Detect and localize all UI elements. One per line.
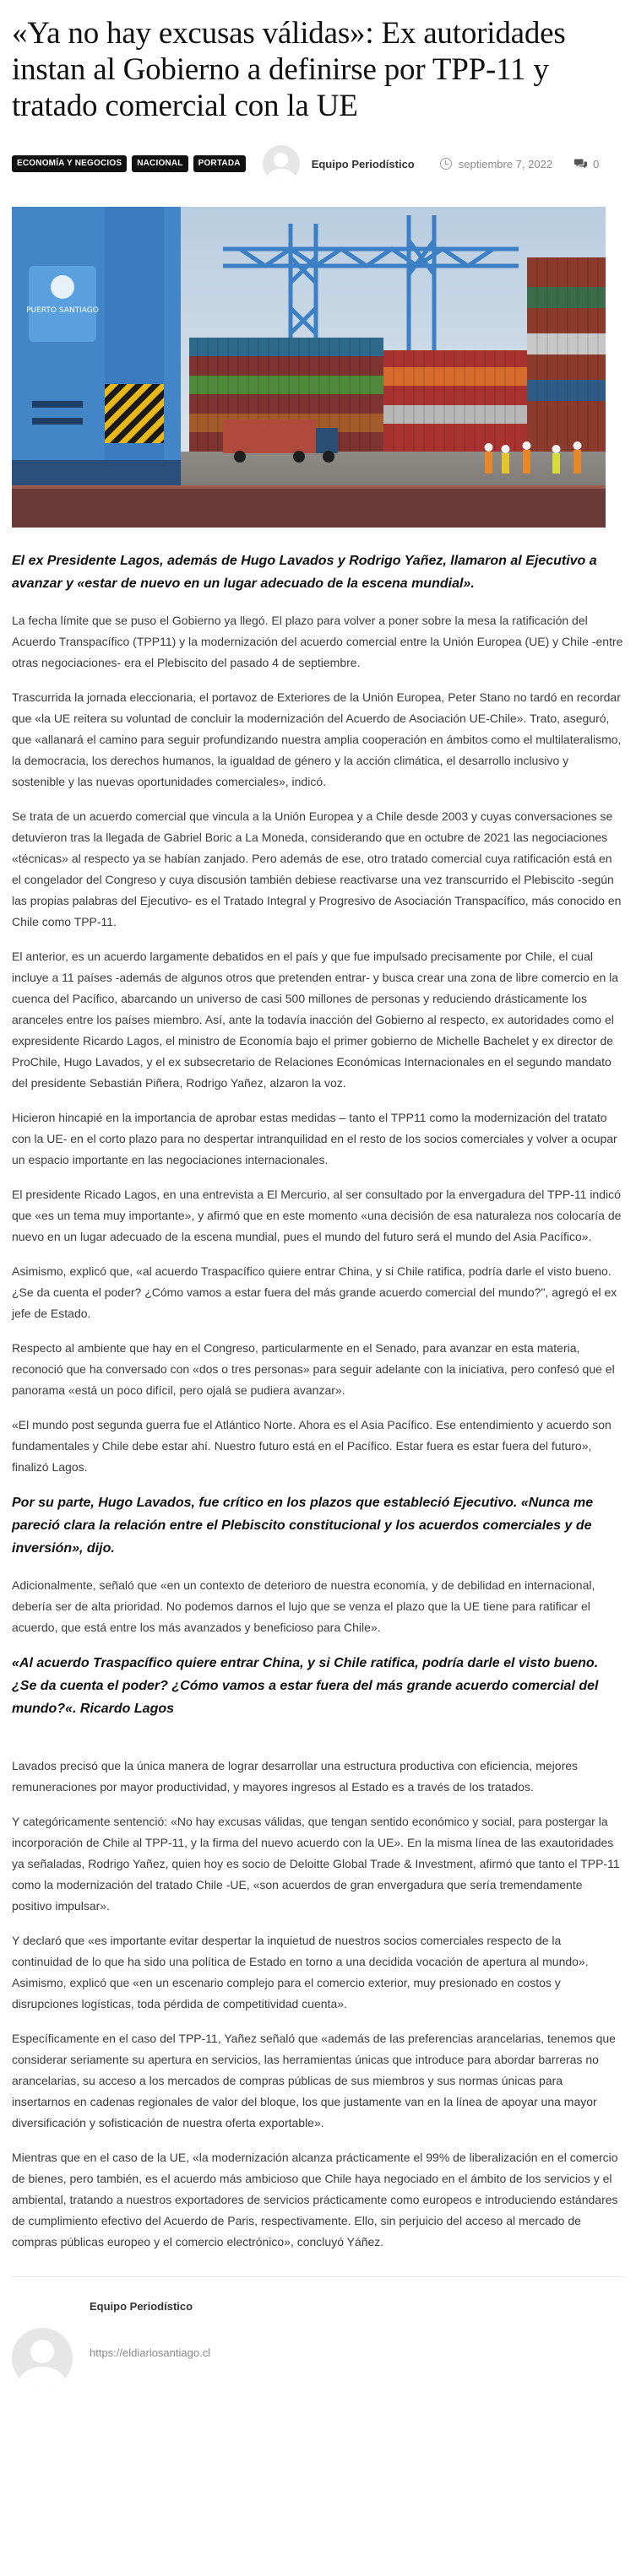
comments-icon[interactable] bbox=[574, 158, 588, 170]
body-paragraph: Trascurrida la jornada eleccionaria, el portavoz de Exteriores de la Unión Europea, Peter Stano no tardó en recordar que «la UE reitera su voluntad de concluir la modernización del Acuerdo de Asociación UE-Chile». Trato, aseguró, que «allanará el camino para seguir profundizando nuestra amplia cooperación en ámbitos como el multilateralismo, la democracia, los derechos humanos, la igualdad de género y la acción climática, el desarrollo inclusivo y sostenible y las nuevas oportunidades comerciales», indicó. bbox=[12, 690, 622, 788]
body-paragraph: Respecto al ambiente que hay en el Congreso, particularmente en el Senado, para avanzar en esta materia, reconoció que ha conversado con «dos o tres personas» para seguir adelante con la iniciativa, pero confesó que el panorama «está un poco difícil, pero ojalá se pudiera avanzar». bbox=[12, 1341, 615, 1397]
article-meta bbox=[12, 144, 624, 183]
crane-brand-text: PUERTO SANTIAGO bbox=[26, 306, 99, 315]
body-paragraph: Asimismo, explicó que, «al acuerdo Traspacífico quiere entrar China, y si Chile ratifica, podría darle el visto bueno. ¿Se da cuenta el poder? ¿Cómo vamos a estar fuera del más grande acuerdo comercial del mundo?", agregó el ex jefe de Estado. bbox=[12, 1264, 617, 1320]
body-paragraph: Hicieron hincapié en la importancia de aprobar estas medidas – tanto el TPP11 como la modernización del tratato con la UE- en el corto plazo para no despertar intranquilidad en el resto de los socios comerciales y volver a ocupar un espacio importante en las negociaciones internacionales. bbox=[12, 1111, 617, 1166]
author-box-url[interactable]: https://eldiariosantiago.cl bbox=[90, 2346, 211, 2359]
category-nacional[interactable]: NACIONAL bbox=[132, 155, 188, 172]
author-avatar[interactable] bbox=[263, 145, 300, 182]
pull-quote: «Al acuerdo Traspacífico quiere entrar China, y si Chile ratifica, podría darle el visto bueno. ¿Se da cuenta el poder? ¿Cómo vamos a estar fuera del más grande acuerdo comercial del mundo?«. Ricardo Lagos bbox=[12, 1656, 599, 1716]
body-paragraph: Y declaró que «es importante evitar despertar la inquietud de nuestros socios comerciales respecto de la continuidad de lo que ha sido una política de Estado en torno a una decidida vocación de apertura al mundo». Asimismo, explicó que «en un escenario complejo para el comercio exterior, muy presionado en costos y disrupciones logísticas, toda pérdida de competitividad cuenta». bbox=[12, 1934, 589, 2010]
author-name-link[interactable]: Equipo Periodístico bbox=[311, 157, 415, 170]
spacer bbox=[12, 1734, 624, 1756]
category-economia[interactable]: ECONOMÍA Y NEGOCIOS bbox=[12, 155, 127, 172]
comments-count[interactable]: 0 bbox=[593, 157, 600, 170]
hero-image bbox=[12, 207, 606, 528]
category-portada[interactable]: PORTADA bbox=[193, 155, 246, 172]
author-box-text bbox=[90, 2299, 210, 2389]
body-paragraph: La fecha límite que se puso el Gobierno ya llegó. El plazo para volver a poner sobre la mesa la ratificación del Acuerdo Transpacífico (TPP11) y la modernización del acuerdo comercial entre la Unión Europea (UE) y Chile -entre otras negociaciones- era el Plebiscito del pasado 4 de septiembre. bbox=[12, 614, 623, 669]
author-box-avatar[interactable] bbox=[12, 2328, 73, 2389]
author-box-name[interactable]: Equipo Periodístico bbox=[90, 2300, 193, 2313]
body-paragraph: El anterior, es un acuerdo largamente debatidos en el país y que fue impulsado precisamente por Chile, el cual incluye a 11 países -además de algunos otros que pretenden entrar- y busca crear una zona de libre comercio en la cuenca del Pacífico, abarcando un universo de casi 500 millones de personas y reduciendo drásticamente los aranceles entre los países miembro. Así, ante la todavía inacción del Gobierno al respecto, ex autoridades como el expresidente Ricardo Lagos, el ministro de Economía bajo el primer gobierno de Michelle Bachelet y ex director de ProChile, Hugo Lavados, y el ex subsecretario de Relaciones Económicas Internacionales en el segundo mandato del presidente Sebastián Piñera, Rodrigo Yañez, alzaron la voz. bbox=[12, 950, 619, 1090]
body-paragraph: Específicamente en el caso del TPP-11, Yañez señaló que «además de las preferencias arancelarias, tenemos que considerar seriamente su apertura en servicios, las herramientas únicas que introduce para abordar barreras no arancelarias, su acceso a los mercados de compras públicas de sus miembros y sus normas únicas para insertarnos en cadenas regionales de valor del bloque, los que justamente van en la línea de apoyar una mayor diversificación y sofisticación de nuestra oferta exportable». bbox=[12, 2032, 616, 2130]
body-paragraph: Adicionalmente, señaló que «en un contexto de deterioro de nuestra economía, y de debilidad en internacional, debería ser de alta prioridad. No podemos darnos el lujo que se venza el plazo que la UE tiene para ratificar el acuerdo, que está entre los más avanzados y beneficioso para Chile». bbox=[12, 1578, 595, 1634]
article-title: «Ya no hay excusas válidas»: Ex autoridades instan al Gobierno a definirse por TPP-11 y tratado comercial con la UE bbox=[12, 16, 566, 123]
divider bbox=[12, 2276, 624, 2277]
body-paragraph: El presidente Ricado Lagos, en una entrevista a El Mercurio, al ser consultado por la envergadura del TPP-11 indicó que «es un tema muy importante», y afirmó que en este momento «una decisión de esa naturaleza nos colocaría de nuevo en un lugar adecuado de la escena mundial, pues el mundo del futuro será el mundo del Asia Pacífico». bbox=[12, 1188, 622, 1243]
article-body bbox=[12, 549, 624, 2253]
subheading-paragraph: Por su parte, Hugo Lavados, fue crítico en los plazos que estableció Ejecutivo. «Nunca me pareció clara la relación entre el Plebiscito constitucional y los acuerdos comerciales y de inversión», dijo. bbox=[12, 1496, 594, 1556]
publish-date: septiembre 7, 2022 bbox=[458, 157, 553, 170]
clock-icon bbox=[440, 158, 452, 170]
body-paragraph: «El mundo post segunda guerra fue el Atlántico Norte. Ahora es el Asia Pacífico. Ese entendimiento y acuerdo son fundamentales y Chile debe estar ahí. Nuestro futuro está en el Pacífico. Estar fuera es estar fuera del futuro», finalizó Lagos. bbox=[12, 1418, 612, 1474]
lead-paragraph: El ex Presidente Lagos, además de Hugo Lavados y Rodrigo Yañez, llamaron al Ejecutivo a avanzar y «estar de nuevo en un lugar adecuado de la escena mundial». bbox=[12, 554, 597, 591]
body-paragraph: Lavados precisó que la única manera de lograr desarrollar una estructura productiva con eficiencia, mejores remuneraciones por mayor productividad, y mayores ingresos al Estado es a través de los tratados. bbox=[12, 1759, 579, 1794]
category-list bbox=[12, 155, 246, 172]
author-box bbox=[12, 2299, 624, 2389]
body-paragraph: Se trata de un acuerdo comercial que vincula a la Unión Europea y a Chile desde 2003 y cuyas conversaciones se detuvieron tras la llegada de Gabriel Boric a La Moneda, considerando que en octubre de 2021 las negociaciones «técnicas» al respecto ya se habían zanjado. Pero además de ese, otro tratado comercial cuya ratificación está en el congelador del Congreso y cuya discusión también debiese reactivarse una vez transcurrido el Plebiscito -según las propias palabras del Ejecutivo- es el Tratado Integral y Progresivo de Asociación Transpacífico, más conocido en Chile como TPP-11. bbox=[12, 809, 622, 928]
body-paragraph: Y categóricamente sentenció: «No hay excusas válidas, que tengan sentido económico y social, para postergar la incorporación de Chile al TPP-11, y la firma del nuevo acuerdo con la UE». En la misma línea de las exautoridades ya señaladas, Rodrigo Yañez, quien hoy es socio de Deloitte Global Trade & Investment, afirmó que tanto el TPP-11 como la modernización del tratado Chile -UE, «son acuerdos de gran envergadura que sería tremendamente positivo impulsar». bbox=[12, 1815, 620, 1913]
body-paragraph: Mientras que en el caso de la UE, «la modernización alcanza prácticamente el 99% de liberalización en el comercio de bienes, pero también, es el acuerdo más ambicioso que Chile haya negociado en el ámbito de los servicios y el ambiental, tratando a nuestros exportadores de servicios prácticamente como europeos e introduciendo estándares de cumplimiento efectivo del Acuerdo de Paris, respectivamente. Ello, sin perjuicio del acceso al mercado de compras públicas europeo y el comercio electrónico», concluyó Yáñez. bbox=[12, 2151, 618, 2249]
